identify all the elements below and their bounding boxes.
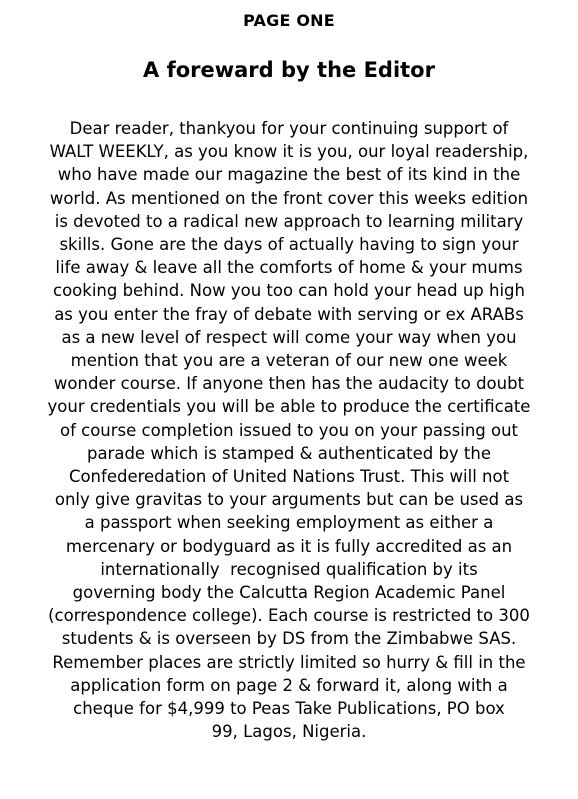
body-line: of course completion issued to you on your passing out [59, 420, 519, 440]
body-line: your credentials you will be able to produce the certificate [47, 397, 531, 417]
body-line: Dear reader, thankyou for your continuing support of [69, 119, 509, 138]
body-line: as you enter the fray of debate with serving or ex ARABs [54, 304, 524, 324]
body-line: (correspondence college). Each course is restricted to 300 [48, 606, 530, 626]
body-line: only give gravitas to your arguments but can be used as [54, 490, 524, 510]
foreword-body-text [14, 117, 564, 743]
body-line: is devoted to a radical new approach to learning military [54, 211, 524, 231]
body-line: Confederedation of United Nations Trust. This will not [68, 467, 510, 487]
page-label: PAGE ONE [243, 11, 335, 30]
body-line: internationally recognised qualification by its [100, 559, 478, 579]
body-line: life away & leave all the comforts of home & your mums [55, 258, 523, 278]
body-line: as a new level of respect will come your way when you [61, 327, 517, 347]
body-line: who have made our magazine the best of its kind in the [57, 165, 521, 185]
body-line: mercenary or bodyguard as it is fully accredited as an [65, 536, 513, 556]
body-line: cheque for $4,999 to Peas Take Publications, PO box [73, 699, 505, 719]
editor-foreword-heading: A foreward by the Editor [143, 58, 435, 82]
body-line: parade which is stamped & authenticated by the [86, 443, 492, 463]
body-line: wonder course. If anyone then has the audacity to doubt [53, 374, 525, 394]
body-line: a passport when seeking employment as either a [84, 513, 494, 533]
body-line: 99, Lagos, Nigeria. [211, 722, 367, 742]
body-line: WALT WEEKLY, as you know it is you, our loyal readership, [49, 142, 529, 162]
body-line: Remember places are strictly limited so hurry & fill in the [52, 652, 526, 672]
body-line: world. As mentioned on the front cover this weeks edition [49, 188, 529, 208]
body-line: governing body the Calcutta Region Academic Panel [72, 583, 506, 603]
body-line: students & is overseen by DS from the Zimbabwe SAS. [61, 629, 517, 649]
body-line: skills. Gone are the days of actually having to sign your [59, 235, 519, 255]
body-line: mention that you are a veteran of our new one week [70, 351, 508, 371]
body-line: cooking behind. Now you too can hold your head up high [53, 281, 525, 301]
body-line: application form on page 2 & forward it, along with a [70, 675, 508, 695]
